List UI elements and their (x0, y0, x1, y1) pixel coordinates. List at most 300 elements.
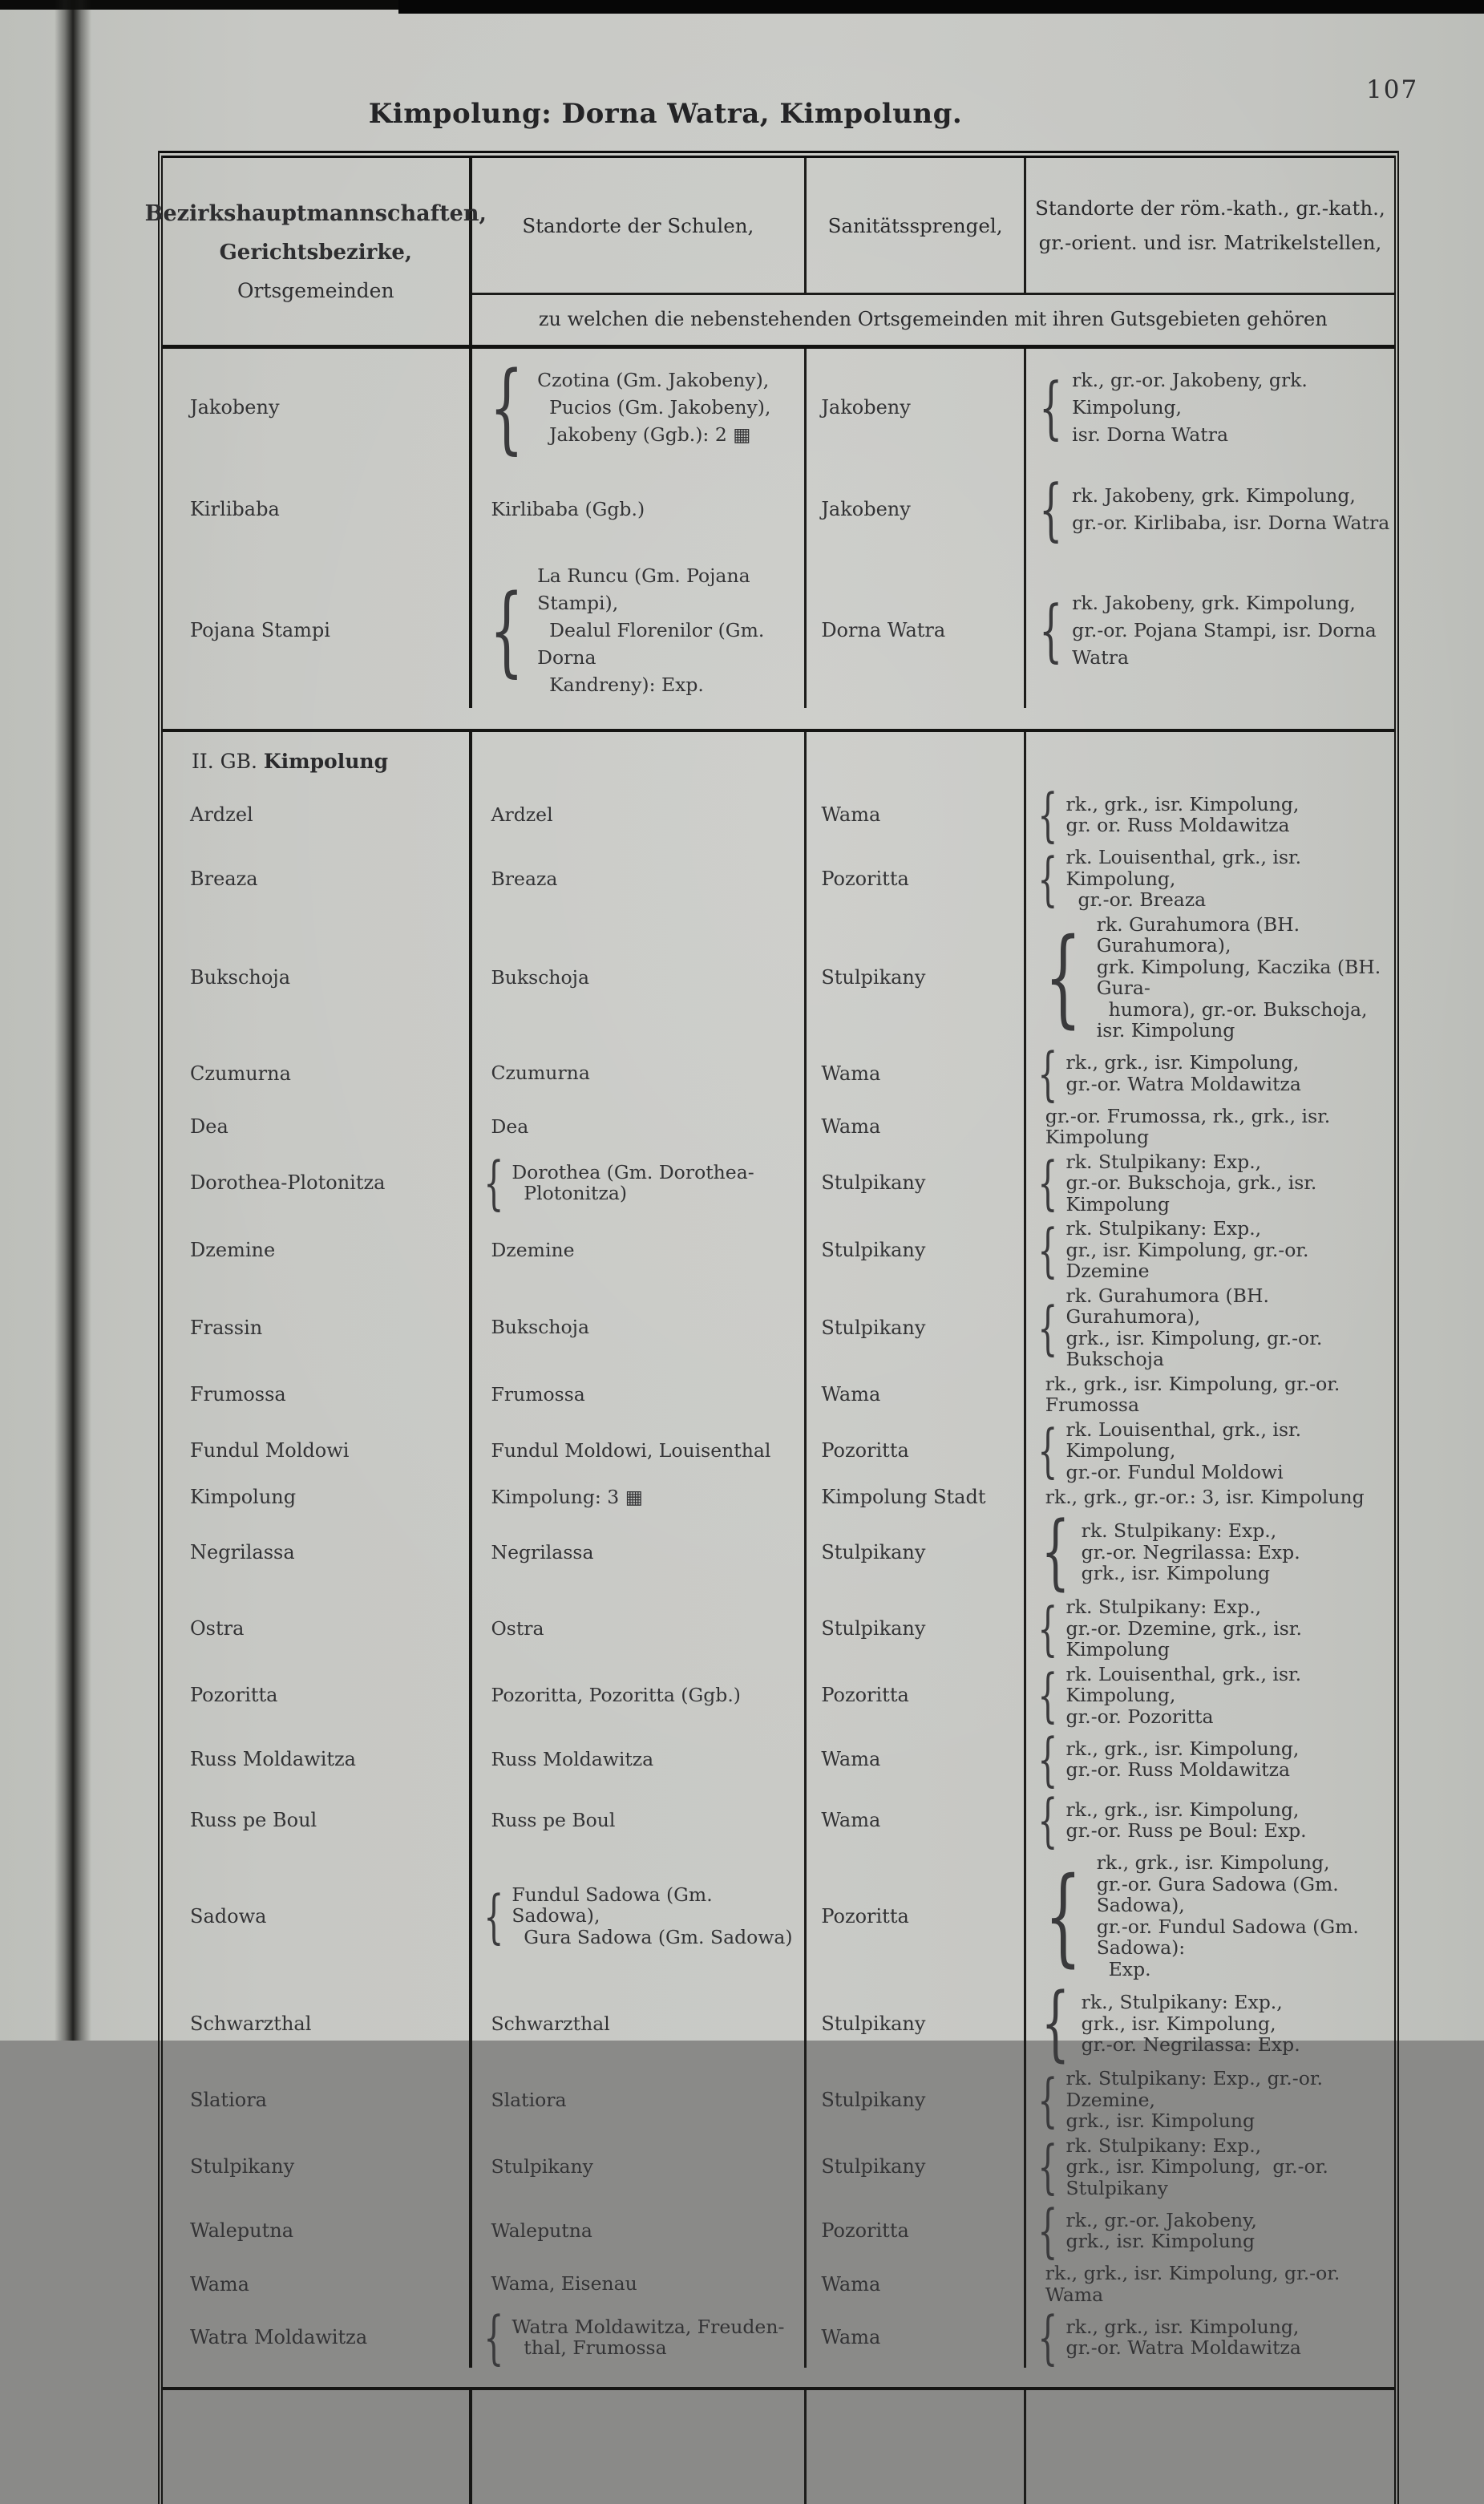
text-lines (1066, 1151, 1394, 1216)
text-lines (491, 1618, 544, 1640)
sprengel-cell (807, 349, 1025, 466)
sprengel-label: Pozoritta (821, 2219, 909, 2242)
text-line: gr.-or. Pozoritta (1065, 1705, 1214, 1728)
text-line: gr.-or. Pojana Stampi, isr. Dorna Watra (1072, 619, 1383, 669)
table-row (163, 1504, 1394, 1600)
text-line: grk., isr. Kimpolung, gr.-or. Stulpikany (1065, 2155, 1335, 2199)
matrikel-cell (1026, 1662, 1394, 1729)
cell-content (475, 562, 805, 698)
header-matrikel-line-1: Standorte der röm.-kath., gr.-kath., (1035, 196, 1385, 220)
left-brace: { (1037, 1039, 1058, 1107)
text-line: gr.-or. Fundul Sadowa (Gm. Sadowa): (1096, 1915, 1365, 1959)
schulen-cell (472, 1484, 807, 1510)
sprengel-label: Wama (821, 1062, 881, 1085)
text-line: rk., grk., gr.-or.: 3, isr. Kimpolung (1045, 1485, 1365, 1508)
text-lines (491, 1487, 643, 1508)
left-brace: { (1037, 781, 1058, 848)
text-line: gr.-or. Negrilassa: Exp. (1081, 1540, 1300, 1563)
schulen-cell (472, 1790, 807, 1851)
header-spanning-note: zu welchen die nebenstehenden Ortsgemeinden mit ihren Gutsgebieten gehören (472, 293, 1394, 345)
text-lines (1066, 794, 1300, 836)
sprengel-label: Wama (821, 1115, 881, 1138)
cell-content (475, 804, 553, 826)
schulen-cell (472, 1150, 807, 1217)
text-lines (491, 2156, 593, 2178)
sprengel-cell (807, 2307, 1025, 2368)
sprengel-cell (807, 1729, 1025, 1790)
text-line: grk., isr. Kimpolung, (1081, 2012, 1276, 2035)
sprengel-cell (807, 1790, 1025, 1851)
left-brace: { (1041, 1504, 1070, 1600)
header-col-schulen: Standorte der Schulen, (472, 158, 807, 293)
empty-cell (807, 732, 1025, 784)
text-lines (1066, 1738, 1300, 1781)
page-number: 107 (1366, 75, 1419, 104)
gemeinde-cell (163, 2200, 472, 2261)
text-line: Stulpikany (491, 2155, 593, 2178)
cell-content (1029, 1661, 1394, 1729)
text-line: rk., grk., isr. Kimpolung, gr.-or. Wama (1045, 2262, 1346, 2306)
text-line: rk. Gurahumora (BH. Gurahumora), (1065, 1284, 1276, 1328)
matrikel-cell (1026, 349, 1394, 466)
text-lines (491, 2089, 567, 2111)
left-brace: { (1037, 2065, 1058, 2134)
cell-content (1029, 2065, 1394, 2134)
text-line: gr.-or. Watra Moldawitza (1065, 2336, 1301, 2359)
table-row (163, 1216, 1394, 1284)
table-row (163, 1851, 1394, 1981)
table-row (163, 2304, 1394, 2371)
sprengel-cell (807, 2200, 1025, 2261)
matrikel-cell (1026, 1216, 1394, 1284)
text-lines (491, 967, 589, 989)
header-line-bezirkshauptmannschaften: Bezirkshauptmannschaften, (144, 200, 487, 226)
sprengel-cell (807, 466, 1025, 552)
text-line: gr.-or. Watra Moldawitza (1065, 1072, 1301, 1095)
text-line: rk. Jakobeny, grk. Kimpolung, (1072, 592, 1356, 614)
text-line: rk., Stulpikany: Exp., (1081, 1991, 1283, 2014)
schulen-cell (472, 1104, 807, 1150)
table-row (163, 1595, 1394, 1662)
gemeinde-cell (163, 1595, 472, 1662)
matrikel-cell (1026, 2304, 1394, 2371)
sprengel-cell (807, 2066, 1025, 2134)
table-row (163, 349, 1394, 466)
sprengel-cell (807, 1418, 1025, 1485)
gemeinde-cell (163, 2066, 472, 2134)
text-line: Frumossa (491, 1382, 585, 1406)
cell-content (475, 1440, 771, 1462)
left-brace: { (1037, 844, 1058, 912)
text-line: rk., grk., isr. Kimpolung, (1065, 792, 1300, 815)
left-brace: { (1037, 2304, 1058, 2371)
sprengel-label: Jakobeny (821, 396, 911, 419)
sprengel-label: Wama (821, 1748, 881, 1770)
text-line: rk. Stulpikany: Exp., gr.-or. Dzemine, (1065, 2067, 1329, 2111)
left-brace: { (1037, 1594, 1058, 1662)
section-heading-prefix: II. GB. (192, 750, 264, 773)
header-col-matrikelstellen (1026, 158, 1394, 293)
sprengel-label: Stulpikany (821, 2013, 926, 2035)
text-lines (1045, 1106, 1394, 1148)
text-line: gr.-or. Frumossa, rk., grk., isr. Kimpolung (1045, 1104, 1336, 1148)
table-row (163, 845, 1394, 912)
text-lines (491, 1384, 585, 1406)
gemeinde-label: Bukschoja (190, 966, 291, 989)
table-header (144, 158, 1394, 349)
cell-content (1029, 914, 1394, 1042)
gemeinde-label: Pojana Stampi (190, 619, 330, 641)
sprengel-cell (807, 845, 1025, 912)
text-line: Ardzel (491, 803, 553, 826)
gemeinde-cell (163, 2307, 472, 2368)
matrikel-cell (1026, 1039, 1394, 1107)
left-brace: { (483, 1882, 504, 1950)
cell-content (475, 1618, 544, 1640)
empty-cell (472, 2390, 807, 2504)
text-line: Dealul Florenilor (Gm. Dorna (537, 619, 770, 669)
sprengel-label: Pozoritta (821, 1439, 909, 1462)
text-lines (491, 868, 558, 890)
cell-content (1029, 781, 1300, 848)
left-brace: { (1037, 1786, 1058, 1854)
section-heading-cell (163, 732, 472, 784)
matrikel-cell (1026, 2134, 1394, 2201)
text-lines (491, 1317, 589, 1338)
gemeinde-cell (163, 1284, 472, 1372)
text-line: gr., isr. Kimpolung, gr.-or. Dzemine (1065, 1238, 1315, 1282)
text-line: gr. or. Russ Moldawitza (1065, 814, 1290, 836)
sprengel-cell (807, 1981, 1025, 2066)
text-lines (1072, 366, 1394, 448)
schulen-cell (472, 1372, 807, 1418)
header-matrikel-line-2: gr.-orient. und isr. Matrikelstellen, (1038, 231, 1382, 254)
sprengel-cell (807, 2261, 1025, 2307)
gemeinde-cell (163, 1043, 472, 1104)
text-line: rk. Stulpikany: Exp., (1065, 1150, 1262, 1173)
gemeinde-label: Waleputna (190, 2219, 293, 2242)
schulen-cell (472, 349, 807, 466)
cell-content (475, 1749, 654, 1770)
text-line: isr. Dorna Watra (1072, 423, 1228, 446)
schulen-cell (472, 2134, 807, 2201)
schulen-cell (472, 2304, 807, 2371)
left-brace: { (1044, 1854, 1082, 1978)
matrikel-cell (1026, 466, 1394, 552)
cell-content (475, 1240, 575, 1261)
text-line: Kirlibaba (Ggb.) (491, 498, 645, 520)
sprengel-cell (807, 1372, 1025, 1418)
text-lines (1066, 847, 1394, 911)
matrikel-cell (1026, 781, 1394, 848)
left-brace: { (1037, 1216, 1058, 1284)
schulen-cell (472, 1216, 807, 1284)
sprengel-label: Wama (821, 1809, 881, 1831)
left-brace: { (1038, 368, 1063, 447)
text-line: Slatiora (491, 2088, 567, 2111)
gemeinde-cell (163, 1981, 472, 2066)
cell-content (1029, 1852, 1394, 1980)
text-line: Czotina (Gm. Jakobeny), (537, 369, 770, 391)
text-line: Negrilassa (491, 1540, 594, 1563)
text-lines (1066, 1285, 1394, 1370)
sprengel-cell (807, 1662, 1025, 1729)
sprengel-label: Stulpikany (821, 966, 926, 989)
text-line: rk., grk., isr. Kimpolung, (1065, 1737, 1300, 1760)
empty-cell (163, 2390, 472, 2504)
sprengel-label: Stulpikany (821, 2088, 926, 2111)
text-line: isr. Kimpolung (1096, 1019, 1235, 1042)
empty-cell (1026, 732, 1394, 784)
text-line: Ostra (491, 1616, 544, 1640)
text-line: grk., isr. Kimpolung (1065, 2110, 1256, 2132)
matrikel-cell (1026, 2066, 1394, 2134)
text-line: rk. Jakobeny, grk. Kimpolung, (1072, 484, 1356, 507)
cell-content (475, 1884, 805, 1948)
cell-content (1029, 1106, 1394, 1148)
schulen-cell (472, 2261, 807, 2307)
text-line: rk. Stulpikany: Exp., (1065, 1217, 1262, 1240)
gemeinde-label: Russ pe Boul (190, 1809, 317, 1831)
text-line: Czumurna (491, 1062, 590, 1085)
left-brace: { (1037, 1149, 1058, 1217)
text-lines (491, 1240, 575, 1261)
gazetteer-table (144, 151, 1399, 2504)
text-line: rk. Louisenthal, grk., isr. Kimpolung, (1065, 1418, 1308, 1462)
text-line: Gura Sadowa (Gm. Sadowa) (512, 1925, 793, 1948)
matrikel-cell (1026, 1786, 1394, 1854)
gemeinde-cell (163, 1790, 472, 1851)
text-lines (1066, 1419, 1394, 1483)
table-row (163, 1372, 1394, 1418)
text-lines (491, 2273, 637, 2295)
text-lines (537, 366, 770, 448)
gemeinde-cell (163, 912, 472, 1043)
text-line: Kandreny): Exp. (537, 674, 704, 696)
text-line: rk. Stulpikany: Exp., (1081, 1519, 1277, 1543)
gemeinde-label: Dea (190, 1115, 228, 1138)
text-line: rk., grk., isr. Kimpolung, (1096, 1851, 1330, 1874)
table-row (163, 466, 1394, 552)
text-line: Pucios (Gm. Jakobeny), (537, 396, 771, 419)
matrikel-cell (1026, 1418, 1394, 1485)
cell-content (1029, 1373, 1394, 1416)
cell-content (475, 2220, 592, 2242)
cell-content (1029, 1039, 1301, 1107)
gemeinde-cell (163, 466, 472, 552)
text-line: Fundul Moldowi, Louisenthal (491, 1439, 771, 1462)
cell-content (475, 1116, 529, 1138)
text-line: Dea (491, 1114, 529, 1138)
text-line: rk., grk., isr. Kimpolung, (1065, 2315, 1300, 2338)
gemeinde-label: Czumurna (190, 1062, 291, 1085)
cell-content (1029, 2263, 1394, 2305)
gemeinde-cell (163, 1510, 472, 1595)
scan-edge-band-right (398, 0, 1484, 14)
text-line: Fundul Sadowa (Gm. Sadowa), (512, 1883, 719, 1928)
text-lines (537, 562, 804, 698)
cell-content (1029, 589, 1394, 671)
text-lines (512, 1162, 754, 1204)
schulen-cell (472, 552, 807, 708)
text-line: gr.-or. Gura Sadowa (Gm. Sadowa), (1096, 1872, 1345, 1916)
text-line: Watra Moldawitza, Freuden- (512, 2315, 785, 2338)
gemeinde-cell (163, 1372, 472, 1418)
text-lines (1066, 1218, 1394, 1282)
left-brace: { (1037, 1725, 1058, 1793)
left-brace: { (488, 573, 524, 687)
text-line: Bukschoja (491, 1316, 589, 1339)
gemeinde-label: Kirlibaba (190, 498, 280, 520)
matrikel-cell (1026, 1484, 1394, 1510)
gemeinde-label: Negrilassa (190, 1541, 295, 1563)
text-line: gr.-or. Dzemine, grk., isr. Kimpolung (1065, 1616, 1308, 1661)
sprengel-cell (807, 1150, 1025, 1217)
cell-content (475, 2304, 785, 2371)
text-line: rk., grk., isr. Kimpolung, gr.-or. Frumossa (1045, 1372, 1346, 1416)
gemeinde-cell (163, 552, 472, 708)
table-row (163, 1662, 1394, 1729)
matrikel-cell (1026, 2197, 1394, 2264)
schulen-cell (472, 912, 807, 1043)
gemeinde-label: Russ Moldawitza (190, 1748, 356, 1770)
text-lines (1066, 2316, 1301, 2359)
gemeinde-cell (163, 1418, 472, 1485)
text-line: Russ Moldawitza (491, 1747, 654, 1770)
gemeinde-label: Wama (190, 2272, 249, 2296)
gemeinde-label: Dzemine (190, 1238, 276, 1261)
sprengel-label: Pozoritta (821, 1684, 909, 1707)
sprengel-cell (807, 2134, 1025, 2201)
matrikel-cell (1026, 1372, 1394, 1418)
text-lines (491, 1440, 771, 1462)
sprengel-cell (807, 1104, 1025, 1150)
text-line: rk., grk., isr. Kimpolung, (1065, 1051, 1300, 1074)
cell-content (1029, 2304, 1301, 2371)
left-brace: { (1041, 1976, 1070, 2071)
cell-content (475, 1384, 585, 1406)
cell-content (475, 496, 645, 523)
header-col-bezirke (144, 158, 487, 345)
header-line-ortsgemeinden: Ortsgemeinden (237, 278, 394, 302)
gemeinde-label: Pozoritta (190, 1684, 278, 1707)
cell-content (1029, 366, 1394, 448)
text-line: gr.-or. Russ Moldawitza (1065, 1758, 1291, 1781)
text-lines (491, 2220, 592, 2242)
matrikel-cell (1026, 1104, 1394, 1150)
gemeinde-cell (163, 1484, 472, 1510)
gemeinde-label: Jakobeny (190, 396, 280, 419)
text-lines (1066, 2210, 1257, 2252)
left-brace: { (1037, 1417, 1058, 1485)
gemeinde-label: Sadowa (190, 1904, 267, 1928)
gemeinde-label: Frassin (190, 1316, 263, 1339)
page-title (152, 98, 1179, 130)
schulen-cell (472, 1043, 807, 1104)
text-line: Schwarzthal (491, 2012, 610, 2035)
text-line: humora), gr.-or. Bukschoja, (1096, 997, 1368, 1021)
text-lines (491, 496, 645, 523)
cell-content (1029, 1218, 1394, 1282)
header-right-top (472, 158, 1394, 293)
gemeinde-label: Slatiora (190, 2088, 267, 2111)
text-lines (1097, 914, 1394, 1042)
book-gutter-shadow (55, 0, 91, 2041)
gemeinde-cell (163, 1729, 472, 1790)
left-brace: { (1038, 591, 1063, 669)
header-col-sanitaetssprengel: Sanitätssprengel, (807, 158, 1026, 293)
cell-content (1029, 2197, 1257, 2264)
schulen-cell (472, 1729, 807, 1790)
text-line: Jakobeny (Ggb.): 2 ▦ (537, 423, 751, 446)
table-body (163, 349, 1394, 2371)
sprengel-label: Stulpikany (821, 1171, 926, 1195)
text-line: Russ pe Boul (491, 1808, 616, 1831)
sprengel-label: Kimpolung Stadt (821, 1486, 986, 1508)
sprengel-label: Stulpikany (821, 2155, 926, 2178)
cell-content (1029, 1487, 1365, 1508)
table-row (163, 1039, 1394, 1107)
sprengel-label: Pozoritta (821, 1904, 909, 1928)
sprengel-label: Wama (821, 2326, 881, 2348)
table-row (163, 1150, 1394, 1217)
matrikel-cell (1026, 1284, 1394, 1372)
gemeinde-cell (163, 349, 472, 466)
text-line: rk. Stulpikany: Exp., (1065, 2134, 1262, 2157)
cell-content (475, 2273, 637, 2295)
text-lines (491, 1685, 741, 1706)
text-line: grk. Kimpolung, Kaczika (BH. Gura- (1096, 955, 1387, 999)
cell-content (1029, 1596, 1394, 1661)
text-line: Pozoritta, Pozoritta (Ggb.) (491, 1684, 741, 1706)
schulen-cell (472, 1510, 807, 1595)
cell-content (475, 1685, 741, 1706)
empty-cell (472, 732, 807, 784)
empty-bottom-row (163, 2390, 1394, 2504)
text-lines (1045, 2263, 1394, 2305)
cell-content (1029, 1151, 1394, 1216)
text-lines (1045, 1373, 1394, 1416)
cell-content (1029, 1504, 1300, 1600)
sprengel-cell (807, 912, 1025, 1043)
cell-content (475, 1487, 643, 1508)
sprengel-cell (807, 1595, 1025, 1662)
left-brace: { (1038, 470, 1063, 548)
schulen-cell (472, 1851, 807, 1981)
cell-content (1029, 844, 1394, 912)
text-line: rk., grk., isr. Kimpolung, (1065, 1798, 1300, 1821)
matrikel-cell (1026, 1725, 1394, 1793)
cell-content (1029, 1976, 1300, 2071)
cell-content (475, 967, 589, 989)
left-brace: { (488, 350, 524, 464)
text-lines (491, 1749, 654, 1770)
sprengel-label: Stulpikany (821, 1541, 926, 1563)
text-line: rk. Louisenthal, grk., isr. Kimpolung, (1065, 1662, 1308, 1706)
text-lines (1045, 1487, 1365, 1508)
gemeinde-cell (163, 2134, 472, 2201)
text-line: grk., isr. Kimpolung, gr.-or. Bukschoja (1065, 1326, 1328, 1370)
gemeinde-cell (163, 1662, 472, 1729)
cell-content (1029, 470, 1390, 548)
empty-cell (807, 2390, 1025, 2504)
text-line: Bukschoja (491, 965, 589, 989)
gemeinde-label: Ostra (190, 1616, 245, 1640)
text-lines (491, 804, 553, 826)
table-row (163, 2134, 1394, 2201)
text-lines (1066, 1596, 1394, 1661)
text-line: rk., gr.-or. Jakobeny, (1065, 2208, 1257, 2231)
